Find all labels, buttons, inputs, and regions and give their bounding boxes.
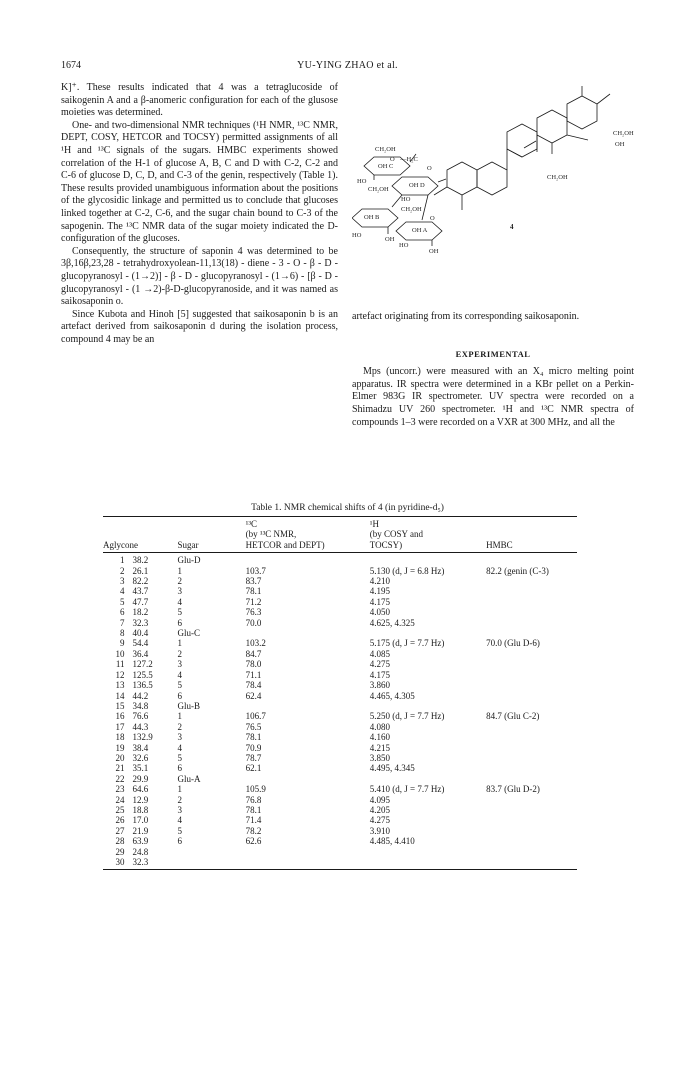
sugar-label-a: OH A	[412, 227, 428, 234]
table-row	[103, 576, 577, 586]
paragraph: One- and two-dimensional NMR techniques (¹H NMR, ¹³C NMR, DEPT, COSY, HETCOR and TOCSY) permitted assignments of all ¹H and ¹³C signals of the sugars. HMBC experiments showed correlation of the H-1 of glucose A, B, C and D with C-2, C-2 and C-6 of glucose D, C, D, and C-3 of the genin, respectively (Table 1). These results provided unambiguous information about the positions of the glycosidic linkage and permitted us to conclude that glucoses linked together at C-2, C-6, and the sugar chain bound to C-3 of the sapogenin. The ¹³C NMR data of the sugar moiety indicated the D-configuration of the glucoses.	[61, 119, 338, 245]
table-cell: 1	[177, 784, 182, 795]
sugar-label-c: OH C	[378, 163, 394, 170]
table-cell: 44.3	[132, 721, 149, 732]
table-cell: 76.8	[245, 794, 262, 805]
table-cell: 71.4	[245, 815, 262, 826]
running-title: YU-YING ZHAO et al.	[297, 60, 398, 71]
table-cell: 4.175	[369, 669, 391, 680]
table-cell: 2	[177, 794, 182, 805]
table-cell: 36.4	[132, 648, 149, 659]
table-cell: 6	[177, 690, 182, 701]
table-cell	[486, 649, 577, 659]
table-cell: 10	[115, 648, 125, 659]
table-cell	[486, 722, 577, 732]
table-cell	[486, 774, 577, 784]
paragraph: artefact originating from its corresponding saikosaponin.	[352, 311, 580, 322]
table-cell: 4.160	[369, 732, 391, 743]
sugar-label-b: OH B	[364, 214, 380, 221]
table-cell: 4.210	[369, 576, 391, 587]
table-row	[103, 836, 577, 846]
paragraph: Mps (uncorr.) were measured with an X₄ micro melting point apparatus. IR spectra were determined in a KBr pellet on a Perkin-Elmer 983G IR spectrometer. UV spectra were recorded on a Shimadzu UV 260 spectrometer. ¹H and ¹³C NMR spectra of compounds 1–3 were recorded on a VXR at 300 MHz, and all the	[352, 366, 634, 428]
table-cell: 17	[115, 721, 125, 732]
table-cell: 4.205	[369, 804, 391, 815]
table-cell	[177, 857, 245, 870]
table-cell: 1	[177, 565, 182, 576]
table-cell	[246, 701, 370, 711]
column-header: HETCOR and DEPT)	[246, 540, 370, 553]
table-cell: 14	[115, 690, 125, 701]
table-cell: 3	[119, 576, 125, 587]
table-body	[103, 553, 577, 870]
table-cell: 3	[177, 732, 182, 743]
table-cell	[486, 628, 577, 638]
table-cell: 4.080	[369, 721, 391, 732]
table-cell: 11	[115, 659, 125, 670]
table-cell: 28	[115, 836, 125, 847]
table-cell	[486, 753, 577, 763]
table-cell: 106.7	[245, 711, 266, 722]
table-row	[103, 795, 577, 805]
table-cell: 4	[177, 815, 182, 826]
table-cell: 12.9	[132, 794, 149, 805]
table-cell	[486, 795, 577, 805]
label-o: O	[430, 215, 435, 222]
table-cell: 62.1	[245, 763, 262, 774]
table-cell: 84.7	[245, 648, 262, 659]
table-cell	[486, 805, 577, 815]
table-cell	[486, 607, 577, 617]
table-cell: 5.130 (d, J = 6.8 Hz)	[369, 565, 445, 576]
table-cell: 4.195	[369, 586, 391, 597]
table-cell: 63.9	[132, 836, 149, 847]
table-cell: 3	[177, 659, 182, 670]
table-cell: 5	[177, 680, 182, 691]
table-cell: 9	[119, 638, 125, 649]
table-row	[103, 586, 577, 596]
ring-d-aglycone	[537, 110, 567, 143]
table-cell: 3.910	[369, 825, 391, 836]
table-cell: Glu-D	[177, 555, 201, 566]
table-row	[103, 618, 577, 628]
table-cell: 103.2	[245, 638, 266, 649]
label-oh: OH	[615, 141, 625, 148]
table-cell: 5	[119, 596, 125, 607]
table-cell: 78.4	[245, 680, 262, 691]
paragraph: K]⁺. These results indicated that 4 was a tetraglucoside of saikogenin A and a β-anomeric configuration for each of the glusose moieties was determined.	[61, 82, 338, 119]
table-cell: 4.095	[369, 794, 391, 805]
table-cell: 4.495, 4.345	[369, 763, 415, 774]
table-cell	[486, 586, 577, 596]
table-row	[103, 815, 577, 825]
table-cell: 24.8	[132, 846, 149, 857]
table-cell: 26.1	[132, 565, 149, 576]
ring-b-aglycone	[477, 162, 507, 195]
table-cell: 5.250 (d, J = 7.7 Hz)	[369, 711, 445, 722]
table-cell: 3.860	[369, 680, 391, 691]
table-cell: 4.175	[369, 596, 391, 607]
table-cell: 18	[115, 732, 125, 743]
table-cell	[486, 857, 577, 870]
table-cell: 3.850	[369, 752, 391, 763]
table-cell: 78.7	[245, 752, 262, 763]
table-cell	[246, 847, 370, 857]
table-cell: 5	[177, 752, 182, 763]
table-cell: 4	[177, 669, 182, 680]
table-row	[103, 722, 577, 732]
table-cell: 22	[115, 773, 125, 784]
table-cell: 38.2	[132, 555, 149, 566]
column-header: ¹³C	[246, 517, 370, 530]
table-cell	[486, 763, 577, 773]
chemical-structure	[352, 82, 634, 304]
table-cell: 4.215	[369, 742, 391, 753]
table-cell: 84.7 (Glu C-2)	[486, 711, 540, 722]
table-cell: 4.275	[369, 659, 391, 670]
label-ch2oh: CH₂OH	[368, 186, 389, 193]
table-cell: 5	[177, 607, 182, 618]
label-o: O	[427, 165, 432, 172]
table-cell	[486, 701, 577, 711]
table-cell: 2	[177, 721, 182, 732]
table-cell	[370, 774, 486, 784]
table-cell: 62.6	[245, 836, 262, 847]
table-cell: 8	[119, 628, 125, 639]
table-cell: 78.2	[245, 825, 262, 836]
label-h2c: —H₂C	[400, 156, 418, 163]
table-cell	[486, 618, 577, 628]
table-cell	[177, 847, 245, 857]
table-cell: 25	[115, 804, 125, 815]
table-cell: 6	[177, 763, 182, 774]
table-cell	[370, 628, 486, 638]
column-header: Sugar	[177, 540, 245, 553]
table-cell	[486, 659, 577, 669]
table-cell: 7	[119, 617, 125, 628]
ring-c-aglycone	[507, 124, 537, 157]
table-cell	[486, 680, 577, 690]
section-heading: EXPERIMENTAL	[455, 348, 531, 359]
table-cell: 127.2	[132, 659, 153, 670]
table-cell: 13	[115, 680, 125, 691]
table-cell: 35.1	[132, 763, 149, 774]
table-cell	[246, 553, 370, 566]
table-cell: Glu-B	[177, 700, 200, 711]
table-cell: 38.4	[132, 742, 149, 753]
table-cell: 18.8	[132, 804, 149, 815]
table-cell: 136.5	[132, 680, 153, 691]
table-cell: 82.2	[132, 576, 149, 587]
table-row	[103, 553, 577, 566]
table-row	[103, 659, 577, 669]
table-cell: 27	[115, 825, 125, 836]
table-cell: 83.7	[245, 576, 262, 587]
table-row	[103, 847, 577, 857]
table-cell: 71.2	[245, 596, 262, 607]
table-cell	[486, 815, 577, 825]
table-cell: 78.1	[245, 804, 262, 815]
table-cell: 24	[115, 794, 125, 805]
table-cell: 71.1	[245, 669, 262, 680]
table-cell: 2	[177, 648, 182, 659]
table-cell: 125.5	[132, 669, 153, 680]
table-header-row	[103, 540, 577, 553]
table-cell: 19	[115, 742, 125, 753]
table-cell: 17.0	[132, 815, 149, 826]
column-header: HMBC	[486, 540, 577, 553]
label-ho: HO	[352, 232, 362, 239]
table-cell: 15	[115, 700, 125, 711]
sugar-label-d: OH D	[409, 182, 425, 189]
column-header: ¹H	[370, 517, 486, 530]
table-cell: 2	[119, 565, 125, 576]
table-cell: 83.7 (Glu D-2)	[486, 784, 540, 795]
table-cell: 5	[177, 825, 182, 836]
table-row	[103, 597, 577, 607]
running-head	[61, 60, 634, 76]
table-row	[103, 784, 577, 794]
paragraph: Since Kubota and Hinoh [5] suggested that saikosaponin b is an artefact derived from saikosaponin d during the isolation process, compound 4 may be an	[61, 308, 338, 345]
table-cell: 82.2 (genin (C-3)	[486, 565, 549, 576]
table-cell: 4.085	[369, 648, 391, 659]
table-cell: 18.2	[132, 607, 149, 618]
table-cell	[486, 576, 577, 586]
table-cell: 6	[177, 617, 182, 628]
table-cell: 4.465, 4.305	[369, 690, 415, 701]
table-cell: 132.9	[132, 732, 153, 743]
table-cell: 103.7	[245, 565, 266, 576]
table-cell: 78.1	[245, 586, 262, 597]
table-row	[103, 607, 577, 617]
table-cell: 6	[119, 607, 125, 618]
column-header: Aglycone	[103, 540, 177, 553]
table-cell: 3	[177, 586, 182, 597]
table-cell: 4	[177, 596, 182, 607]
column-header: TOCSY)	[370, 540, 486, 553]
table-cell: Glu-A	[177, 773, 201, 784]
label-ho: HO	[399, 242, 409, 249]
table-row	[103, 649, 577, 659]
table-cell	[370, 847, 486, 857]
label-ho: HO	[401, 196, 411, 203]
table-cell: 21	[115, 763, 125, 774]
table-cell: 70.0	[245, 617, 262, 628]
table-cell: 40.4	[132, 628, 149, 639]
table-header-row	[103, 529, 577, 539]
left-column	[61, 82, 338, 346]
table-cell: 32.6	[132, 752, 149, 763]
table-cell: 23	[115, 784, 125, 795]
table-cell: 70.0 (Glu D-6)	[486, 638, 540, 649]
table-cell: 43.7	[132, 586, 149, 597]
table-row	[103, 691, 577, 701]
table-cell: 3	[177, 804, 182, 815]
table-row	[103, 701, 577, 711]
table-cell: 5.175 (d, J = 7.7 Hz)	[369, 638, 445, 649]
compound-number: 4	[510, 223, 514, 231]
table-cell: 47.7	[132, 596, 149, 607]
table-cell	[486, 553, 577, 566]
table-cell: 70.9	[245, 742, 262, 753]
table-row	[103, 774, 577, 784]
table-row	[103, 857, 577, 870]
table-cell: 4	[119, 586, 125, 597]
table-row	[103, 805, 577, 815]
label-o: O	[390, 156, 395, 163]
table-cell: Glu-C	[177, 628, 200, 639]
table-row	[103, 743, 577, 753]
table-cell	[486, 836, 577, 846]
table-cell: 26	[115, 815, 125, 826]
label-ch2oh: CH₂OH	[547, 174, 568, 181]
table-cell: 29.9	[132, 773, 149, 784]
table-row	[103, 711, 577, 721]
table-cell: 32.3	[132, 617, 149, 628]
table-row	[103, 638, 577, 648]
label-oh: OH	[429, 248, 439, 255]
table-cell: 29	[115, 846, 125, 857]
table-cell: 6	[177, 836, 182, 847]
ring-e-aglycone	[567, 96, 597, 129]
table-cell	[370, 701, 486, 711]
table-cell	[486, 847, 577, 857]
table-cell: 1	[119, 555, 125, 566]
table-cell: 16	[115, 711, 125, 722]
table-cell: 5.410 (d, J = 7.7 Hz)	[369, 784, 445, 795]
table-cell: 62.4	[245, 690, 262, 701]
table-row	[103, 826, 577, 836]
paragraph: Consequently, the structure of saponin 4 was determined to be 3β,16β,23,28 - tetrahydroxyolean-11,13(18) - diene - 3 - O - β - D - glucopyranosyl - (1→2)] - β - D - glucopyranosyl - (1→6) - [β - D - glucopyranosyl - (1 →2)-β-D-glucopyranoside, and it was named as saikosaponin o.	[61, 245, 338, 308]
right-column	[352, 311, 634, 429]
table-cell: 4.485, 4.410	[369, 836, 415, 847]
table-cell: 34.8	[132, 700, 149, 711]
table-header-row	[103, 517, 577, 530]
table-cell	[486, 743, 577, 753]
table-cell: 76.3	[245, 607, 262, 618]
table-cell	[370, 857, 486, 870]
table-cell	[486, 826, 577, 836]
label-ho: HO	[357, 178, 367, 185]
table-cell: 20	[115, 752, 125, 763]
table-cell: 54.4	[132, 638, 149, 649]
table-cell: 76.6	[132, 711, 149, 722]
table-cell	[370, 553, 486, 566]
table-row	[103, 753, 577, 763]
label-oh: OH	[385, 236, 395, 243]
table-row	[103, 670, 577, 680]
column-header: (by COSY and	[369, 529, 423, 540]
label-ch2oh: CH₂OH	[375, 146, 396, 153]
page-number: 1674	[61, 60, 81, 71]
table-cell	[246, 774, 370, 784]
table-cell	[246, 628, 370, 638]
table-cell: 44.2	[132, 690, 149, 701]
table-row	[103, 763, 577, 773]
table-cell: 21.9	[132, 825, 149, 836]
label-ch2oh: CH₂OH	[401, 206, 422, 213]
table-cell: 64.6	[132, 784, 149, 795]
table-caption: Table 1. NMR chemical shifts of 4 (in pyridine-d₅)	[251, 503, 444, 513]
table-cell: 4.625, 4.325	[369, 617, 415, 628]
structure-drawing	[352, 82, 634, 304]
table-cell	[486, 670, 577, 680]
table-cell: 4.050	[369, 607, 391, 618]
table-cell: 78.1	[245, 732, 262, 743]
table-cell	[486, 732, 577, 742]
ring-a-aglycone	[447, 162, 477, 195]
column-header: (by ¹³C NMR,	[245, 529, 297, 540]
table-cell: 2	[177, 576, 182, 587]
table-cell: 12	[115, 669, 125, 680]
table-row	[103, 628, 577, 638]
table-cell: 4.275	[369, 815, 391, 826]
table-cell: 32.3	[132, 857, 177, 870]
table-row	[103, 680, 577, 690]
table-row	[103, 566, 577, 576]
table-cell: 4	[177, 742, 182, 753]
table-cell	[486, 597, 577, 607]
table-cell: 1	[177, 711, 182, 722]
table-cell: 76.5	[245, 721, 262, 732]
table-cell: 78.0	[245, 659, 262, 670]
nmr-table	[103, 516, 577, 870]
table-cell: 30	[103, 857, 132, 870]
label-ch2oh: CH₂OH	[613, 130, 634, 137]
table-cell	[246, 857, 370, 870]
table-cell: 105.9	[245, 784, 266, 795]
table-cell: 1	[177, 638, 182, 649]
table-row	[103, 732, 577, 742]
table-cell	[486, 691, 577, 701]
